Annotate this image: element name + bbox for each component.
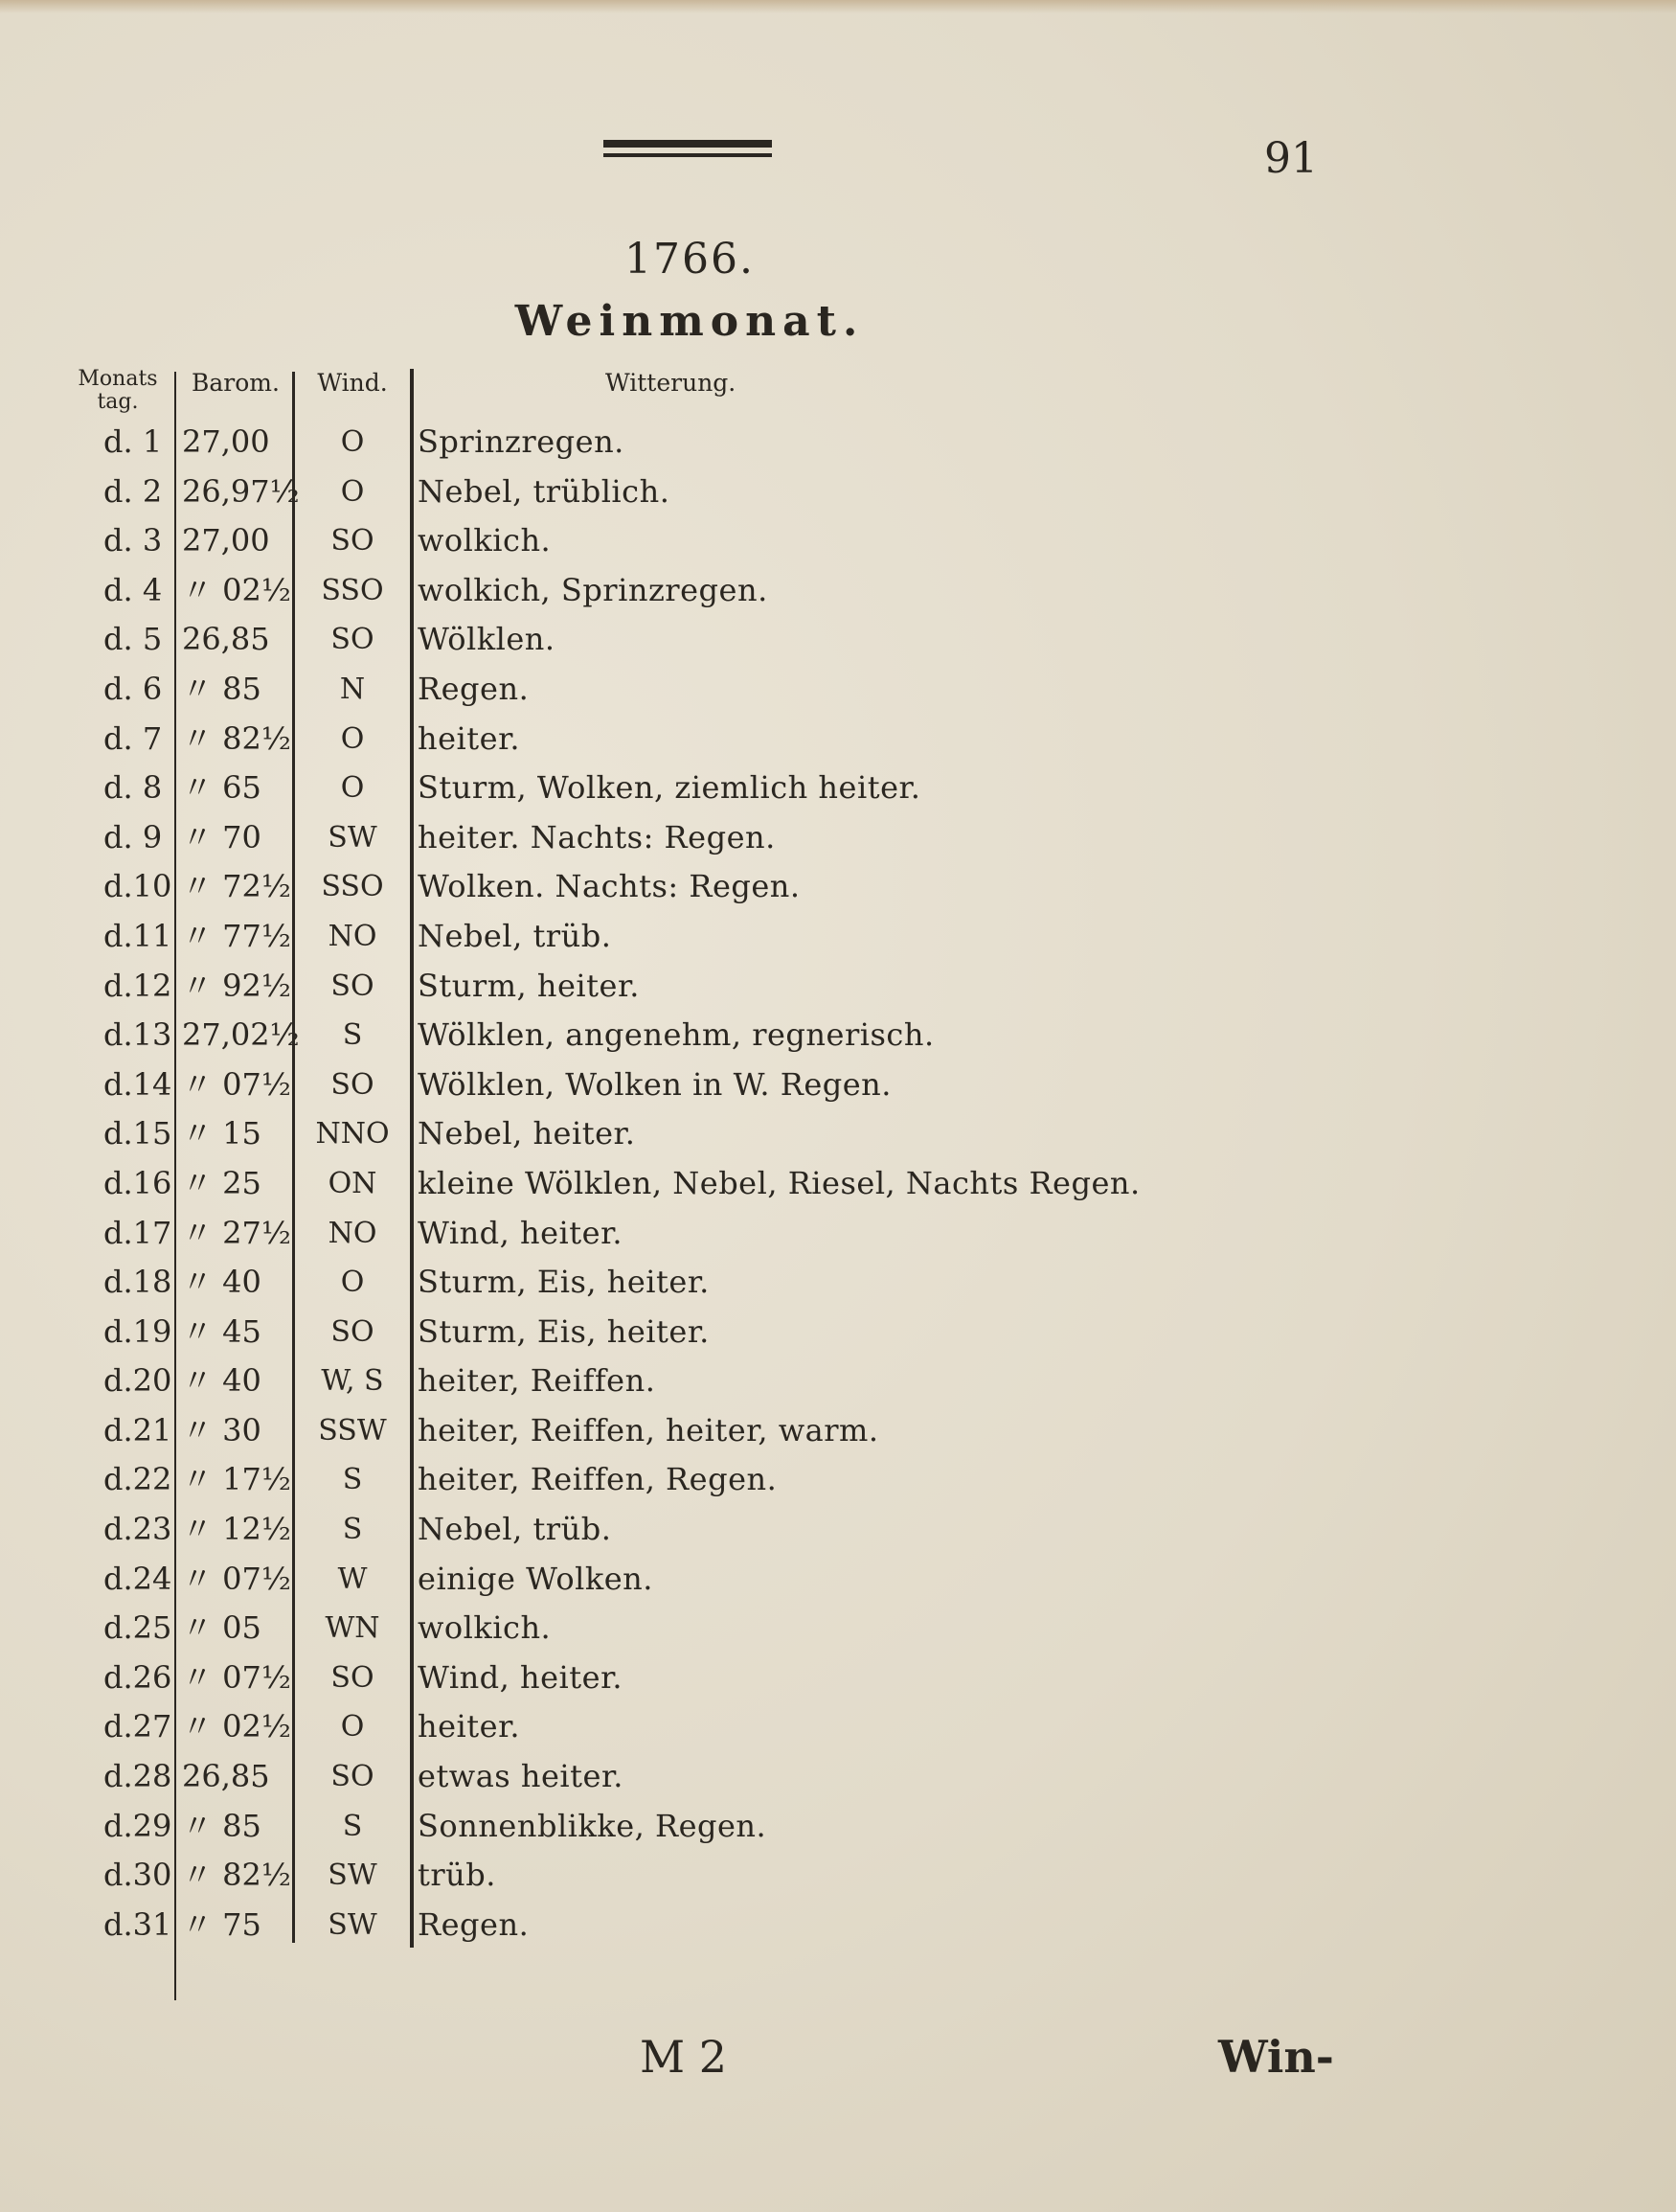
day-cell: d.27 (103, 1708, 172, 1745)
wind-cell: O (340, 1266, 365, 1300)
barometer-cell: 26,97½ (182, 472, 300, 510)
barometer-cell: 〃 07½ (182, 1658, 291, 1696)
weather-cell: Sturm, heiter. (418, 967, 640, 1004)
table-row (0, 1604, 1676, 1653)
barometer-cell: 〃 40 (182, 1264, 261, 1301)
wind-cell: W (337, 1562, 368, 1596)
wind-cell: SW (328, 1859, 377, 1893)
day-cell: d.11 (103, 917, 172, 954)
weather-cell: heiter. (418, 719, 521, 757)
barometer-cell: 〃 17½ (182, 1461, 291, 1498)
wind-cell: O (340, 771, 365, 806)
table-row (0, 1406, 1676, 1456)
day-cell: d.25 (103, 1609, 172, 1647)
weather-cell: Sturm, Eis, heiter. (418, 1264, 710, 1301)
day-cell: d.13 (103, 1016, 172, 1054)
wind-cell: N (339, 672, 366, 706)
column-header-wind: Wind. (317, 369, 388, 397)
table-row (0, 1752, 1676, 1802)
weather-table (0, 418, 1676, 1950)
barometer-cell: 〃 77½ (182, 917, 291, 954)
table-row (0, 1455, 1676, 1505)
table-row (0, 1308, 1676, 1357)
barometer-cell: 〃 05 (182, 1609, 261, 1647)
weather-cell: Wölklen. (418, 621, 555, 658)
weather-cell: Sturm, Eis, heiter. (418, 1312, 710, 1350)
table-row (0, 1109, 1676, 1159)
weather-cell: Nebel, trüblich. (418, 472, 670, 510)
barometer-cell: 26,85 (182, 621, 270, 658)
wind-cell: SO (330, 524, 374, 559)
wind-cell: SSO (321, 870, 384, 904)
barometer-cell: 27,02½ (182, 1016, 300, 1054)
weather-cell: heiter, Reiffen. (418, 1362, 656, 1400)
table-row (0, 1357, 1676, 1406)
table-row (0, 1851, 1676, 1901)
wind-cell: SO (330, 1760, 374, 1794)
barometer-cell: 〃 02½ (182, 1708, 291, 1745)
day-cell: d.18 (103, 1264, 172, 1301)
barometer-cell: 〃 07½ (182, 1560, 291, 1597)
weather-cell: heiter, Reiffen, heiter, warm. (418, 1411, 879, 1448)
weather-cell: Nebel, trüb. (418, 1511, 612, 1548)
wind-cell: O (340, 721, 365, 756)
table-row (0, 1802, 1676, 1852)
wind-cell: WN (325, 1611, 380, 1646)
weather-cell: wolkich. (418, 1609, 552, 1647)
wind-cell: SO (330, 1660, 374, 1695)
barometer-cell: 〃 72½ (182, 868, 291, 905)
barometer-cell: 〃 82½ (182, 719, 291, 757)
table-row (0, 1011, 1676, 1060)
column-header-barometer: Barom. (192, 369, 280, 397)
weather-cell: Wolken. Nachts: Regen. (418, 868, 801, 905)
weather-cell: einige Wolken. (418, 1560, 653, 1597)
table-row (0, 566, 1676, 616)
day-cell: d.26 (103, 1658, 172, 1696)
barometer-cell: 〃 15 (182, 1115, 261, 1152)
day-cell: d.24 (103, 1560, 172, 1597)
day-cell: d.28 (103, 1758, 172, 1795)
barometer-cell: 〃 27½ (182, 1214, 291, 1251)
day-cell: d. 1 (103, 423, 163, 460)
wind-cell: SO (330, 969, 374, 1003)
barometer-cell: 〃 65 (182, 769, 261, 807)
wind-cell: S (342, 1463, 363, 1497)
table-row (0, 1060, 1676, 1110)
weather-cell: kleine Wölklen, Nebel, Riesel, Nachts Regen. (418, 1164, 1141, 1201)
day-cell: d. 9 (103, 818, 163, 855)
day-cell: d.30 (103, 1857, 172, 1894)
day-cell: d. 2 (103, 472, 163, 510)
table-row (0, 813, 1676, 863)
table-row (0, 1209, 1676, 1259)
day-cell: d.29 (103, 1807, 172, 1844)
catchword: Win- (1218, 2031, 1334, 2083)
wind-cell: SW (328, 1907, 377, 1942)
table-row (0, 665, 1676, 715)
table-row (0, 615, 1676, 665)
weather-cell: Regen. (418, 670, 530, 707)
barometer-cell: 〃 02½ (182, 571, 291, 608)
barometer-cell: 〃 25 (182, 1164, 261, 1201)
wind-cell: S (342, 1513, 363, 1547)
barometer-cell: 〃 07½ (182, 1065, 291, 1103)
day-cell: d.17 (103, 1214, 172, 1251)
page-edge (0, 0, 1676, 13)
table-row (0, 467, 1676, 517)
table-row (0, 418, 1676, 467)
table-row (0, 912, 1676, 962)
table-row (0, 862, 1676, 912)
weather-cell: wolkich, Sprinzregen. (418, 571, 768, 608)
table-row (0, 1505, 1676, 1555)
weather-cell: Wölklen, Wolken in W. Regen. (418, 1065, 892, 1103)
day-cell: d. 6 (103, 670, 163, 707)
barometer-cell: 〃 92½ (182, 967, 291, 1004)
wind-cell: O (340, 1710, 365, 1745)
table-row (0, 1702, 1676, 1752)
day-cell: d. 3 (103, 522, 163, 559)
barometer-cell: 〃 82½ (182, 1857, 291, 1894)
day-cell: d.15 (103, 1115, 172, 1152)
day-cell: d.23 (103, 1511, 172, 1548)
header-rule-thin (603, 153, 772, 157)
wind-cell: SO (330, 623, 374, 657)
weather-cell: Regen. (418, 1905, 530, 1943)
day-cell: d.12 (103, 967, 172, 1004)
day-cell: d. 8 (103, 769, 163, 807)
weather-cell: Nebel, heiter. (418, 1115, 636, 1152)
day-cell: d.16 (103, 1164, 172, 1201)
column-header-day: Monats tag. (78, 367, 158, 414)
barometer-cell: 〃 45 (182, 1312, 261, 1350)
weather-cell: Wind, heiter. (418, 1214, 623, 1251)
day-cell: d. 5 (103, 621, 163, 658)
weather-cell: Wind, heiter. (418, 1658, 623, 1696)
wind-cell: SSO (321, 573, 384, 607)
header-rule-thick (603, 140, 772, 148)
table-row (0, 516, 1676, 566)
barometer-cell: 〃 12½ (182, 1511, 291, 1548)
wind-cell: O (340, 425, 365, 459)
table-row (0, 1258, 1676, 1308)
wind-cell: NO (328, 919, 377, 953)
weather-cell: Sonnenblikke, Regen. (418, 1807, 767, 1844)
barometer-cell: 〃 75 (182, 1905, 261, 1943)
table-row (0, 1653, 1676, 1703)
day-cell: d. 4 (103, 571, 163, 608)
barometer-cell: 〃 85 (182, 1807, 261, 1844)
day-cell: d.31 (103, 1905, 172, 1943)
weather-cell: Nebel, trüb. (418, 917, 612, 954)
barometer-cell: 27,00 (182, 522, 270, 559)
wind-cell: ON (328, 1166, 377, 1200)
day-cell: d.10 (103, 868, 172, 905)
weather-cell: trüb. (418, 1857, 496, 1894)
day-cell: d.22 (103, 1461, 172, 1498)
table-row (0, 1159, 1676, 1209)
weather-cell: etwas heiter. (418, 1758, 623, 1795)
weather-cell: Sturm, Wolken, ziemlich heiter. (418, 769, 921, 807)
weather-cell: heiter. Nachts: Regen. (418, 818, 776, 855)
signature-mark: M 2 (640, 2031, 727, 2083)
table-row (0, 715, 1676, 764)
year-heading: 1766. (624, 235, 755, 284)
weather-cell: heiter, Reiffen, Regen. (418, 1461, 778, 1498)
table-row (0, 962, 1676, 1012)
barometer-cell: 〃 40 (182, 1362, 261, 1400)
wind-cell: S (342, 1809, 363, 1843)
day-cell: d.21 (103, 1411, 172, 1448)
barometer-cell: 〃 30 (182, 1411, 261, 1448)
weather-cell: Sprinzregen. (418, 423, 624, 460)
wind-cell: SO (330, 1314, 374, 1349)
weather-cell: heiter. (418, 1708, 521, 1745)
page-number: 91 (1264, 134, 1318, 183)
table-row (0, 764, 1676, 813)
wind-cell: S (342, 1018, 363, 1053)
wind-cell: NNO (315, 1117, 390, 1152)
barometer-cell: 〃 70 (182, 818, 261, 855)
barometer-cell: 27,00 (182, 423, 270, 460)
table-row (0, 1555, 1676, 1605)
weather-cell: Wölklen, angenehm, regnerisch. (418, 1016, 935, 1054)
day-cell: d.14 (103, 1065, 172, 1103)
barometer-cell: 〃 85 (182, 670, 261, 707)
month-heading: Weinmonat. (514, 297, 865, 346)
weather-cell: wolkich. (418, 522, 552, 559)
wind-cell: SO (330, 1067, 374, 1102)
wind-cell: SW (328, 820, 377, 855)
day-cell: d. 7 (103, 719, 163, 757)
day-cell: d.20 (103, 1362, 172, 1400)
wind-cell: NO (328, 1216, 377, 1250)
table-row (0, 1901, 1676, 1950)
wind-cell: SSW (318, 1413, 387, 1448)
wind-cell: O (340, 474, 365, 509)
barometer-cell: 26,85 (182, 1758, 270, 1795)
day-cell: d.19 (103, 1312, 172, 1350)
wind-cell: W, S (321, 1364, 384, 1399)
column-header-weather: Witterung. (605, 369, 736, 397)
